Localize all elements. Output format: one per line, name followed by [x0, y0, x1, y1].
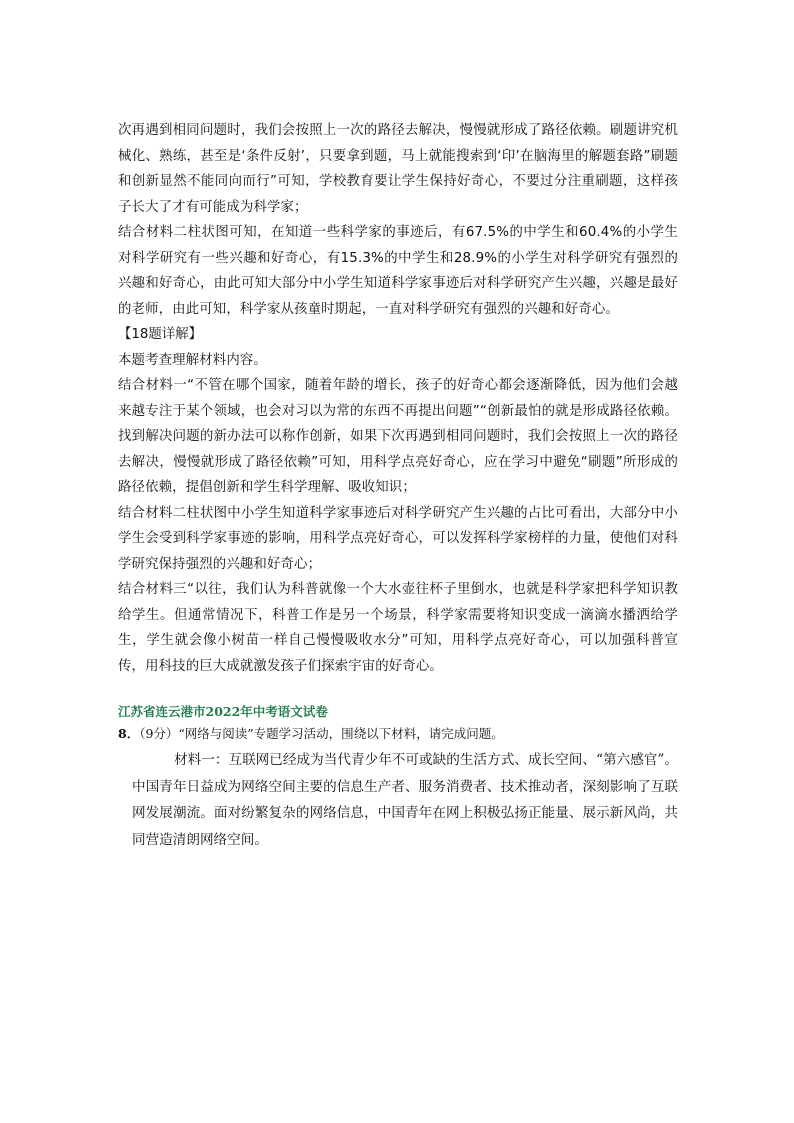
section-spacer — [118, 679, 678, 701]
analysis-paragraph-5: 结合材料二柱状图中小学生知道科学家事迹后对科学研究产生兴趣的占比可看出，大部分中小学生会受到科学家事迹的影响，用科学点亮好奇心，可以发挥科学家榜样的力量，使他们对科学研究保持强烈的兴趣和好奇心； — [118, 505, 678, 572]
analysis-paragraph-6: 结合材料三“以往，我们认为科普就像一个大水壶往杯子里倒水，也就是科学家把科学知识教给学生。但通常情况下，科普工作是另一个场景，科学家需要将知识变成一滴滴水播洒给学生，学生就会像小树苗一样自己慢慢吸收水分”可知，用科学点亮好奇心，可以加强科普宣传，用科技的巨大成就激发孩子们探索宇宙的好奇心。 — [118, 582, 678, 674]
question-18-detail-heading: 【18题详解】 — [118, 327, 202, 342]
exam-title: 江苏省连云港市2022年中考语文试卷 — [118, 704, 328, 719]
material-one: 材料一：互联网已经成为当代青少年不可或缺的生活方式、成长空间、“第六感官”。中国青年日益成为网络空间主要的信息生产者、服务消费者、技术推动者，深刻影响了互联网发展潮流。面对纷繁复杂的网络信息，中国青年在网上积极弘扬正能量、展示新风尚，共同营造清朗网络空间。 — [132, 752, 678, 848]
analysis-paragraph-4: 结合材料一“不管在哪个国家，随着年龄的增长，孩子的好奇心都会逐渐降低，因为他们会越来越专注于某个领域，也会对习以为常的东西不再提出问题”“创新最怕的就是形成路径依赖。找到解决问题的新办法可以称作创新，如果下次再遇到相同问题时，我们会按照上一次的路径去解决，慢慢就形成了路径依赖”可知，用科学点亮好奇心，应在学习中避免“刷题”所形成的路径依赖，提倡创新和学生科学理解、吸收知识； — [118, 378, 678, 495]
question-8 — [118, 723, 678, 745]
answer-analysis-section — [118, 118, 678, 679]
question-text: （9分）“网络与阅读”专题学习活动，围绕以下材料，请完成问题。 — [139, 726, 504, 741]
question-number: 8． — [118, 726, 140, 741]
analysis-paragraph-1: 次再遇到相同问题时，我们会按照上一次的路径去解决，慢慢就形成了路径依赖。刷题讲究机械化、熟练，甚至是‘条件反射’，只要拿到题，马上就能搜索到‘印’在脑海里的解题套路”刷题和创新显然不能同向而行”可知，学校教育要让学生保持好奇心，不要过分注重刷题，这样孩子长大了才有可能成为科学家； — [118, 123, 678, 215]
exam-section — [118, 701, 678, 853]
document-page — [118, 118, 678, 853]
analysis-paragraph-3: 本题考查理解材料内容。 — [118, 352, 267, 368]
analysis-paragraph-2: 结合材料二柱状图可知，在知道一些科学家的事迹后，有67.5%的中学生和60.4%的小学生对科学研究有一些兴趣和好奇心，有15.3%的中学生和28.9%的小学生对科学研究有强烈的兴趣和好奇心，由此可知大部分中小学生知道科学家事迹后对科学研究产生兴趣，兴趣是最好的老师，由此可知，科学家从孩童时期起，一直对科学研究有强烈的兴趣和好奇心。 — [118, 225, 678, 317]
